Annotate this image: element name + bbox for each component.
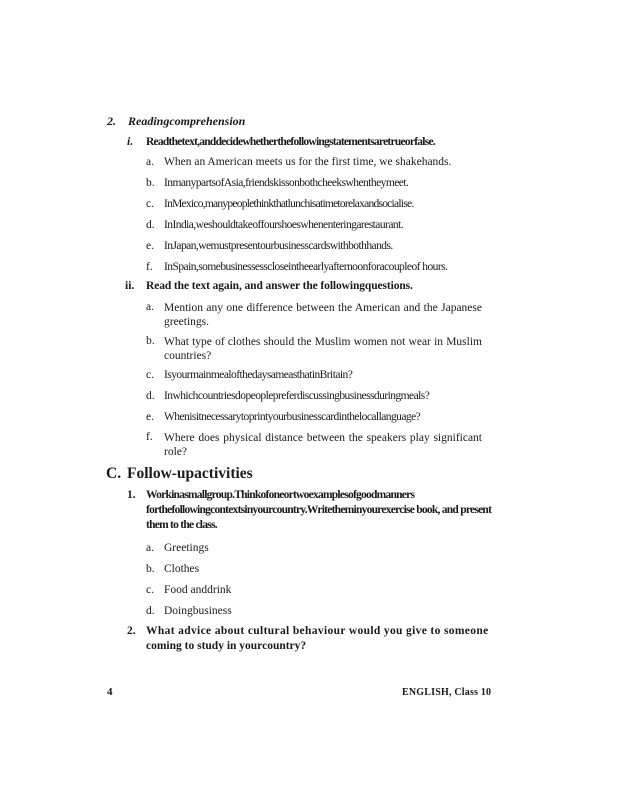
list-item-text: Doingbusiness <box>164 605 232 617</box>
list-item-text: InSpain,somebusinessesscloseintheearlyafternoonforacoupleof hours. <box>164 261 448 273</box>
question-1-number: 1. <box>127 489 136 501</box>
section-c-letter: C. <box>106 465 122 482</box>
question-1-line-2: forthefollowingcontextsinyourcountry.Writetheminyourexercise book, and present <box>146 504 492 516</box>
question-1-line-3: them to the class. <box>146 519 217 531</box>
list-item-text: InmanypartsofAsia,friendskissonbothcheekswhentheymeet. <box>164 177 409 189</box>
part-ii-number: ii. <box>125 280 135 292</box>
list-item-letter: f. <box>146 431 153 443</box>
list-item-letter: e. <box>146 411 154 423</box>
list-item-letter: b. <box>146 177 155 189</box>
section-number: 2. <box>107 114 116 128</box>
book-title: ENGLISH, Class 10 <box>402 687 492 698</box>
list-item-text: InJapan,wemustpresentourbusinesscardswithbothhands. <box>164 240 393 252</box>
part-ii-instruction: Read the text again, and answer the followingquestions. <box>146 280 413 292</box>
section-c-title: Follow-upactivities <box>127 465 253 482</box>
list-item-text: IsyourmainmealofthedaysameasthatinBritain? <box>164 369 353 381</box>
list-item-text: Mention any one difference between the American and the Japanese greetings. <box>164 302 482 328</box>
list-item-text: Greetings <box>164 542 209 554</box>
list-item-letter: a. <box>146 542 154 554</box>
list-item-letter: b. <box>146 563 155 575</box>
list-item-text: Clothes <box>164 563 200 575</box>
list-item-text: Whenisitnecessarytoprintyourbusinesscardinthelocallanguage? <box>164 411 421 423</box>
part-i-number: i. <box>127 136 134 148</box>
list-item-letter: c. <box>146 584 154 596</box>
list-item-letter: b. <box>146 335 155 347</box>
question-1-line-1: Workinasmallgroup.Thinkofoneortwoexamplesofgoodmanners <box>146 489 415 501</box>
list-item-letter: c. <box>146 369 154 381</box>
page-number: 4 <box>107 686 113 698</box>
list-item-text: When an American meets us for the first time, we shakehands. <box>164 156 452 168</box>
list-item-letter: f. <box>146 261 153 273</box>
list-item-text: Food anddrink <box>164 584 232 596</box>
list-item-text: InIndia,weshouldtakeoffourshoeswhenenteringarestaurant. <box>164 219 404 231</box>
list-item-letter: d. <box>146 605 155 617</box>
list-item-text: What type of clothes should the Muslim women not wear in Muslim countries? <box>164 336 482 362</box>
list-item-letter: d. <box>146 219 155 231</box>
list-item-letter: a. <box>146 301 154 313</box>
list-item-text: Where does physical distance between the speakers play significant role? <box>164 432 482 458</box>
question-2-number: 2. <box>127 625 136 637</box>
list-item-text: InMexico,manypeoplethinkthatlunchisatimetorelaxandsocialise. <box>164 198 414 210</box>
list-item-letter: d. <box>146 390 155 402</box>
part-i-instruction: Readthetext,anddecidewhetherthefollowingstatementsaretrueorfalse. <box>146 136 435 148</box>
list-item-text: Inwhichcountriesdopeoplepreferdiscussingbusinessduringmeals? <box>164 390 430 402</box>
section-title: Readingcomprehension <box>128 114 246 128</box>
list-item-letter: c. <box>146 198 154 210</box>
question-2-line-1: What advice about cultural behaviour would you give to someone <box>146 625 489 637</box>
list-item-letter: e. <box>146 240 154 252</box>
question-2-line-2: coming to study in yourcountry? <box>146 640 307 652</box>
list-item-letter: a. <box>146 156 154 168</box>
